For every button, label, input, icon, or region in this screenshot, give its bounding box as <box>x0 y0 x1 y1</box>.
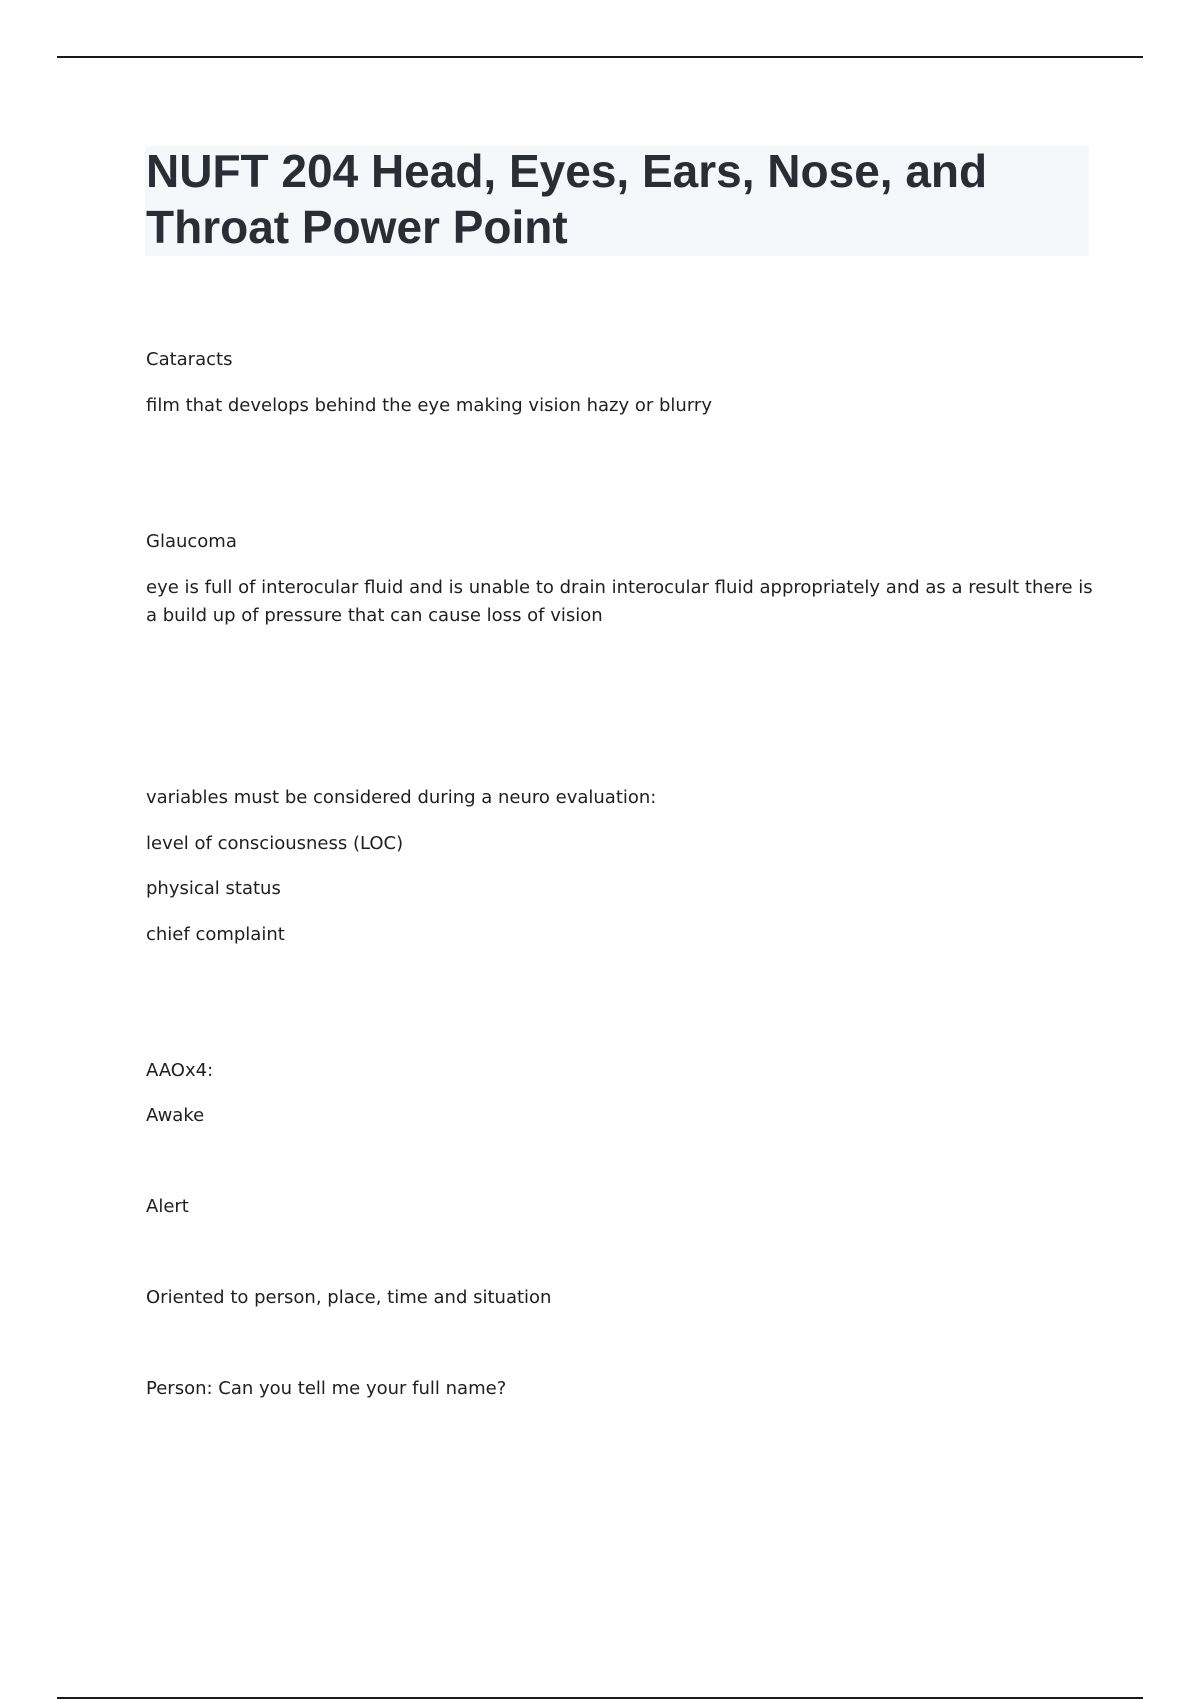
card-definition-cataracts: film that develops behind the eye making vision hazy or blurry <box>146 395 712 416</box>
bottom-rule <box>57 1697 1143 1699</box>
neuro-variable-loc: level of consciousness (LOC) <box>146 833 404 854</box>
card-term-neuro-variables: variables must be considered during a neuro evaluation: <box>146 787 657 808</box>
top-rule <box>57 56 1143 58</box>
card-term-glaucoma: Glaucoma <box>146 531 237 552</box>
neuro-variable-chief-complaint: chief complaint <box>146 924 285 945</box>
card-definition-glaucoma: eye is full of interocular fluid and is unable to drain interocular fluid appropriately and as a result there is a build up of pressure that can cause loss of vision <box>146 577 1093 626</box>
card-term-cataracts: Cataracts <box>146 349 233 370</box>
neuro-variable-physical-status: physical status <box>146 878 281 899</box>
document-title: NUFT 204 Head, Eyes, Ears, Nose, and Throat Power Point <box>146 145 988 253</box>
card-term-aaox4: AAOx4: <box>146 1060 214 1081</box>
aaox4-alert: Alert <box>146 1196 189 1217</box>
aaox4-person-question: Person: Can you tell me your full name? <box>146 1378 507 1399</box>
aaox4-oriented: Oriented to person, place, time and situation <box>146 1287 552 1308</box>
aaox4-awake: Awake <box>146 1105 205 1126</box>
